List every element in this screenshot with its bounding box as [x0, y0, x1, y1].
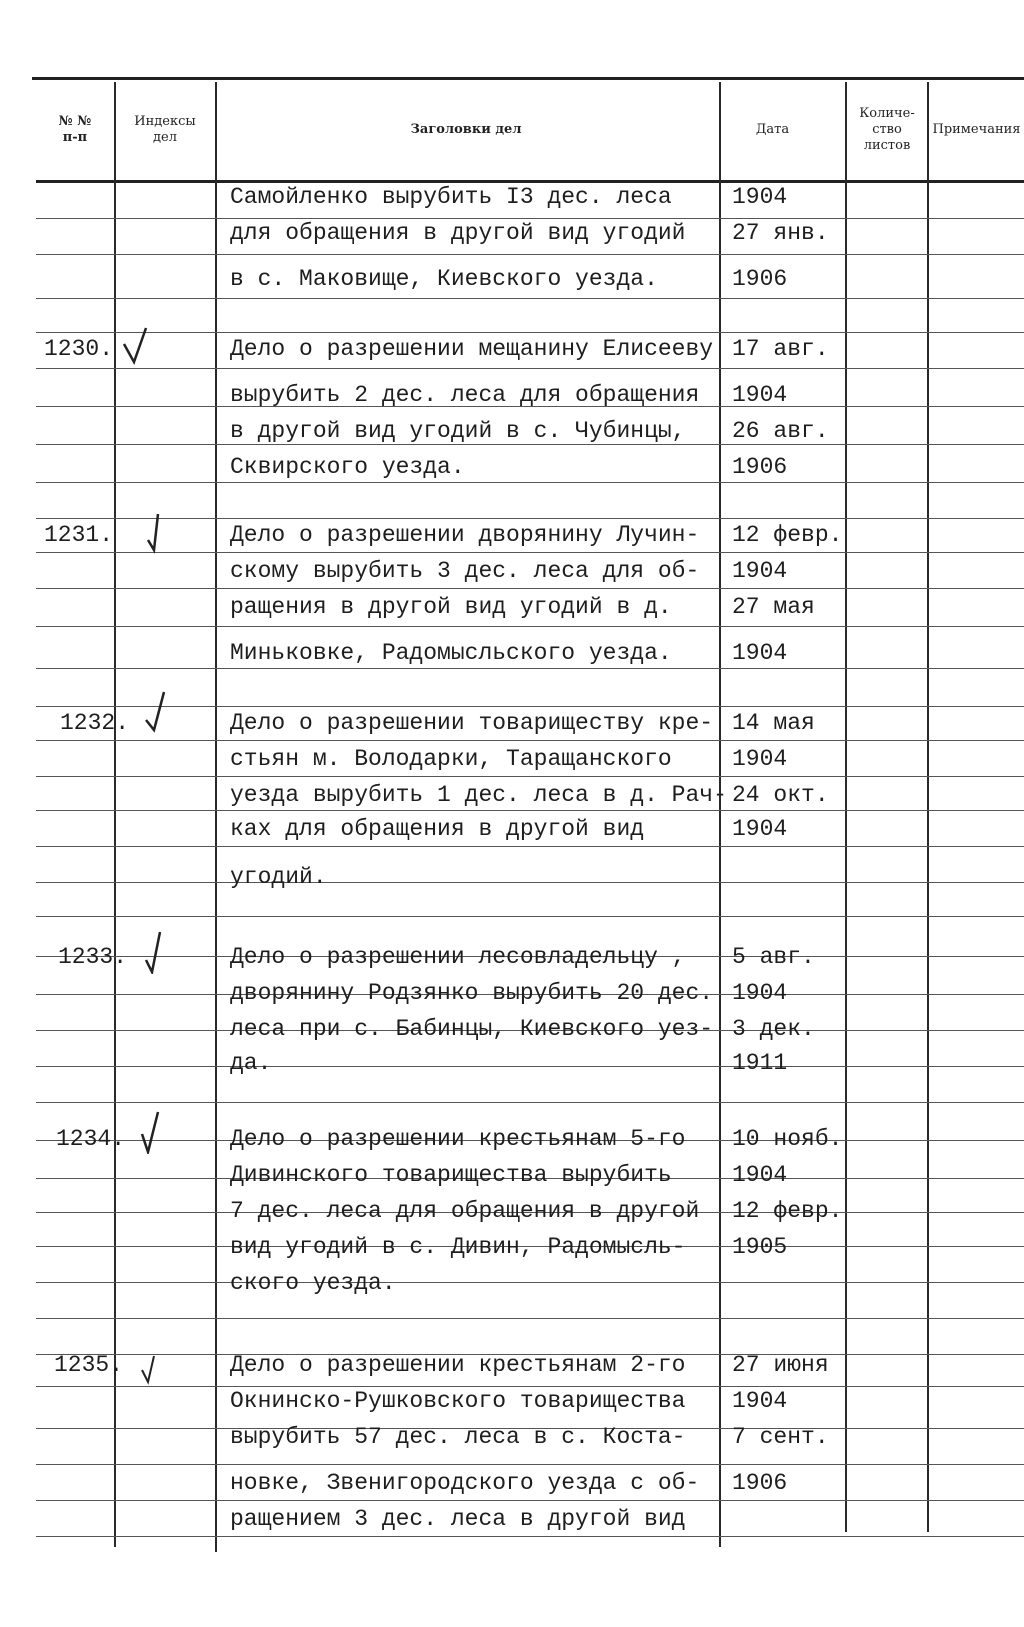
entry-line: Самойленко вырубить I3 дес. леса: [230, 184, 672, 210]
entry-date: 1906: [732, 1470, 788, 1496]
entry-date: 1904: [732, 1388, 788, 1414]
ruled-line: [36, 740, 1024, 741]
checkmark-icon: [136, 1348, 176, 1392]
entry-date: 10 нояб.: [732, 1126, 843, 1152]
checkmark-icon: [142, 690, 182, 734]
entry-line: вид угодий в с. Дивин, Радомысль-: [230, 1234, 686, 1260]
checkmark-icon: [140, 510, 180, 554]
header-note: Примечания: [932, 122, 1021, 137]
header-number: № № п-п: [58, 114, 92, 145]
header-count: Количе- ство листов: [859, 106, 915, 153]
checkmark-icon: [140, 930, 180, 974]
ruled-line: [36, 846, 1024, 847]
entry-line: Дело о разрешении дворянину Лучин-: [230, 522, 700, 548]
ruled-line: [36, 588, 1024, 589]
entry-number: 1230.: [44, 336, 114, 362]
entry-date: 27 мая: [732, 594, 815, 620]
entry-line: Сквирского уезда.: [230, 454, 465, 480]
entry-number: 1233.: [58, 944, 128, 970]
entry-line: Дивинского товарищества вырубить: [230, 1162, 672, 1188]
entry-date: 1904: [732, 816, 788, 842]
ruled-line: [36, 1318, 1024, 1319]
ruled-line: [36, 1464, 1024, 1465]
entry-line: угодий.: [230, 864, 327, 890]
entry-line: 7 дес. леса для обращения в другой: [230, 1198, 700, 1224]
ruled-line: [36, 368, 1024, 369]
ruled-line: [36, 626, 1024, 627]
entry-line: да.: [230, 1050, 272, 1076]
entry-line: в с. Маковище, Киевского уезда.: [230, 266, 658, 292]
ruled-line: [36, 1102, 1024, 1103]
entry-line: в другой вид угодий в с. Чубинцы,: [230, 418, 686, 444]
entry-date: 1904: [732, 746, 788, 772]
header-title: Заголовки дел: [410, 122, 522, 137]
ruled-line: [36, 1500, 1024, 1501]
entry-date: 1906: [732, 266, 788, 292]
ruled-line: [36, 776, 1024, 777]
entry-line: Дело о разрешении лесовладельцу ,: [230, 944, 686, 970]
entry-date: 27 июня: [732, 1352, 829, 1378]
entry-line: уезда вырубить 1 дес. леса в д. Рач-: [230, 782, 727, 808]
entry-line: ращения в другой вид угодий в д.: [230, 594, 672, 620]
entry-date: 12 февр.: [732, 522, 843, 548]
entry-date: 17 авг.: [732, 336, 829, 362]
entry-date: 26 авг.: [732, 418, 829, 444]
entry-date: 24 окт.: [732, 782, 829, 808]
entry-date: 27 янв.: [732, 220, 829, 246]
ruled-line: [36, 1536, 1024, 1537]
entry-line: Миньковке, Радомысльского уезда.: [230, 640, 672, 666]
entry-line: новке, Звенигородского уезда с об-: [230, 1470, 700, 1496]
checkmark-icon: [136, 1110, 176, 1154]
entry-line: Дело о разрешении крестьянам 5-го: [230, 1126, 686, 1152]
header-index: Индексы дел: [134, 114, 196, 145]
entry-date: 7 сент.: [732, 1424, 829, 1450]
ruled-line: [36, 916, 1024, 917]
entry-date: 1911: [732, 1050, 788, 1076]
entry-line: ках для обращения в другой вид: [230, 816, 645, 842]
entry-date: 1904: [732, 980, 788, 1006]
entry-line: скому вырубить 3 дес. леса для об-: [230, 558, 700, 584]
ruled-line: [36, 254, 1024, 255]
entry-line: Окнинско-Рушковского товарищества: [230, 1388, 686, 1414]
entry-line: Дело о разрешении мещанину Елисееву: [230, 336, 714, 362]
column-divider: [114, 82, 116, 1547]
entry-date: 1904: [732, 184, 788, 210]
header-top-rule: [32, 77, 1024, 80]
ruled-line: [36, 298, 1024, 299]
entry-date: 1904: [732, 558, 788, 584]
entry-date: 5 авг.: [732, 944, 815, 970]
ruled-line: [36, 552, 1024, 553]
entry-number: 1235.: [54, 1352, 124, 1378]
column-divider: [927, 82, 929, 1532]
entry-date: 1904: [732, 640, 788, 666]
entry-number: 1232.: [60, 710, 130, 736]
column-divider: [215, 82, 217, 1552]
header-date: Дата: [755, 122, 790, 137]
entry-line: ращением 3 дес. леса в другой вид: [230, 1506, 686, 1532]
entry-number: 1231.: [44, 522, 114, 548]
entry-line: ского уезда.: [230, 1270, 396, 1296]
entry-number: 1234.: [56, 1126, 126, 1152]
entry-date: 3 дек.: [732, 1016, 815, 1042]
entry-line: вырубить 57 дес. леса в с. Коста-: [230, 1424, 686, 1450]
entry-date: 1906: [732, 454, 788, 480]
entry-date: 12 февр.: [732, 1198, 843, 1224]
entry-date: 14 мая: [732, 710, 815, 736]
entry-line: Дело о разрешении товариществу кре-: [230, 710, 714, 736]
entry-line: дворянину Родзянко вырубить 20 дес.: [230, 980, 714, 1006]
entry-date: 1904: [732, 382, 788, 408]
entry-date: 1905: [732, 1234, 788, 1260]
entry-line: Дело о разрешении крестьянам 2-го: [230, 1352, 686, 1378]
entry-date: 1904: [732, 1162, 788, 1188]
entry-line: стьян м. Володарки, Таращанского: [230, 746, 672, 772]
entry-line: для обращения в другой вид угодий: [230, 220, 686, 246]
checkmark-icon: [120, 322, 160, 366]
entry-line: вырубить 2 дес. леса для обращения: [230, 382, 700, 408]
entry-line: леса при с. Бабинцы, Киевского уез-: [230, 1016, 714, 1042]
